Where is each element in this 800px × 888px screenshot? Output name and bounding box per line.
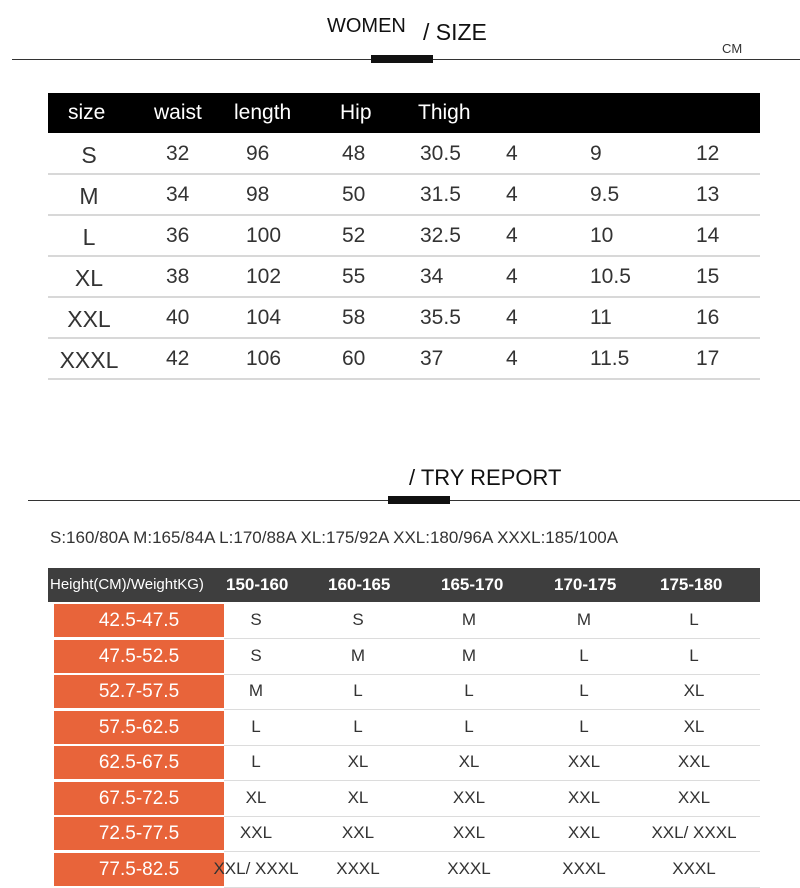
measurement-cell: 52	[342, 224, 366, 247]
measurement-cell: 104	[246, 306, 282, 329]
recommended-size: XL	[683, 681, 705, 700]
recommended-size: XXL	[567, 752, 601, 771]
table-row	[48, 746, 760, 781]
measurement-cell: 11	[590, 306, 612, 329]
header-height-2: 160-165	[328, 575, 391, 594]
measurement-cell: 58	[342, 306, 366, 329]
recommended-size: L	[579, 681, 589, 700]
measurement-cell: 4	[506, 347, 518, 370]
weight-range: 62.5-67.5	[54, 746, 224, 779]
recommended-size: XXXL	[447, 858, 491, 878]
header-size: size	[68, 101, 106, 124]
measurement-cell: 35.5	[420, 306, 461, 329]
measurement-cell: 55	[342, 265, 366, 288]
size-label: M	[79, 183, 99, 209]
measurement-cell: 48	[342, 142, 366, 165]
header-height-4: 170-175	[554, 575, 617, 594]
recommended-size: XL	[683, 716, 705, 736]
size-label: XXL	[67, 306, 111, 332]
size-label: XL	[74, 265, 104, 291]
recommended-size: M	[461, 645, 477, 665]
size-table-header	[48, 93, 760, 133]
recommended-size: XXL	[341, 823, 375, 842]
row-divider	[48, 337, 760, 339]
measurement-cell: 4	[506, 265, 518, 288]
table-row	[48, 853, 760, 888]
measurement-cell: 34	[166, 183, 190, 206]
recommended-size: XXL/ XXXL	[651, 823, 737, 842]
row-divider	[224, 887, 760, 888]
weight-range: 47.5-52.5	[54, 640, 224, 673]
header-waist: waist	[154, 101, 202, 124]
weight-range: 52.7-57.5	[54, 675, 224, 708]
recommended-size: L	[579, 716, 589, 736]
row-divider	[48, 255, 760, 257]
measurement-cell: 50	[342, 183, 366, 206]
size-section-marker	[371, 55, 433, 63]
measurement-cell: 60	[342, 347, 366, 370]
measurement-cell: 12	[696, 142, 720, 165]
table-row	[48, 640, 760, 675]
recommended-size: S	[250, 645, 262, 665]
recommended-size: L	[464, 716, 474, 736]
row-divider	[48, 173, 760, 175]
measurement-cell: 9	[590, 142, 602, 165]
recommended-size: XL	[458, 752, 480, 771]
recommended-size: XL	[245, 787, 267, 807]
recommended-size: S	[250, 610, 262, 629]
recommended-size: L	[689, 645, 699, 665]
size-label: L	[82, 224, 96, 250]
recommended-size: M	[350, 645, 366, 665]
measurement-cell: 34	[420, 265, 444, 288]
recommended-size: M	[576, 610, 592, 629]
measurement-cell: 38	[166, 265, 190, 288]
measurement-cell: 102	[246, 265, 282, 288]
table-row	[48, 177, 760, 218]
recommended-size: L	[353, 681, 363, 700]
header-height-weight: Height(CM)/WeightKG)	[50, 576, 204, 593]
measurement-cell: 30.5	[420, 142, 461, 165]
weight-range: 67.5-72.5	[54, 782, 224, 815]
measurement-cell: 10.5	[590, 265, 631, 288]
recommended-size: XXL	[452, 787, 486, 807]
unit-label: CM	[722, 41, 743, 56]
measurement-cell: 106	[246, 347, 282, 370]
weight-range: 72.5-77.5	[54, 817, 224, 850]
recommended-size: XXXL	[672, 858, 716, 878]
measurement-cell: 4	[506, 224, 518, 247]
try-section-marker	[388, 496, 450, 504]
weight-range: 57.5-62.5	[54, 711, 224, 744]
size-label: S	[81, 142, 97, 168]
row-divider	[48, 296, 760, 298]
measurement-cell: 17	[696, 347, 720, 370]
measurement-cell: 31.5	[420, 183, 461, 206]
try-report-title: / TRY REPORT	[409, 465, 562, 490]
recommended-size: XXL	[452, 823, 486, 842]
recommended-size: XXXL	[336, 858, 380, 878]
recommended-size: XXL	[567, 823, 601, 842]
header-height-5: 175-180	[660, 575, 723, 594]
measurement-cell: 15	[696, 265, 720, 288]
measurement-cell: 4	[506, 306, 518, 329]
measurement-cell: 32	[166, 142, 190, 165]
recommended-size: M	[248, 681, 264, 700]
recommended-size: L	[689, 610, 699, 629]
recommended-size: S	[352, 610, 364, 629]
header-length: length	[234, 101, 292, 124]
measurement-cell: 32.5	[420, 224, 461, 247]
recommended-size: XXL	[677, 787, 711, 807]
recommended-size: L	[464, 681, 474, 700]
measurement-cell: 9.5	[590, 183, 620, 206]
size-title: / SIZE	[423, 19, 487, 45]
measurement-cell: 13	[696, 183, 720, 206]
recommended-size: L	[579, 645, 589, 665]
measurement-cell: 14	[696, 224, 720, 247]
table-row	[48, 604, 760, 639]
table-row	[48, 782, 760, 817]
measurement-cell: 10	[590, 224, 614, 247]
table-row	[48, 341, 760, 382]
recommended-size: XXL	[239, 823, 273, 842]
recommended-size: L	[251, 716, 261, 736]
table-row	[48, 300, 760, 341]
recommended-size: XL	[347, 787, 369, 807]
table-row	[48, 817, 760, 852]
measurement-cell: 36	[166, 224, 190, 247]
table-row	[48, 136, 760, 177]
recommended-size: L	[251, 752, 261, 771]
measurement-cell: 96	[246, 142, 270, 165]
measurement-cell: 37	[420, 347, 444, 370]
header-thigh: Thigh	[418, 101, 471, 124]
weight-range: 42.5-47.5	[54, 604, 224, 637]
measurement-cell: 98	[246, 183, 270, 206]
measurement-cell: 40	[166, 306, 190, 329]
size-label: XXXL	[59, 347, 119, 373]
women-title: WOMEN	[327, 15, 406, 37]
table-row	[48, 675, 760, 710]
recommended-size: XXL	[567, 787, 601, 807]
size-reference: S:160/80A M:165/84A L:170/88A XL:175/92A XXL:180/96A XXXL:185/100A	[50, 528, 619, 547]
measurement-cell: 42	[166, 347, 190, 370]
header-height-3: 165-170	[441, 575, 504, 594]
recommended-size: M	[461, 610, 477, 629]
recommended-size: XXL/ XXXL	[213, 858, 299, 878]
weight-range: 77.5-82.5	[54, 853, 224, 886]
header-height-1: 150-160	[226, 575, 289, 594]
try-table-header	[48, 568, 760, 602]
row-divider	[48, 378, 760, 380]
measurement-cell: 4	[506, 142, 518, 165]
recommended-size: L	[353, 716, 363, 736]
table-row	[48, 259, 760, 300]
header-hip: Hip	[340, 101, 372, 124]
recommended-size: XXXL	[562, 858, 606, 878]
table-row	[48, 218, 760, 259]
table-row	[48, 711, 760, 746]
measurement-cell: 16	[696, 306, 720, 329]
recommended-size: XXL	[677, 752, 711, 771]
row-divider	[48, 214, 760, 216]
measurement-cell: 100	[246, 224, 282, 247]
measurement-cell: 11.5	[590, 347, 630, 370]
recommended-size: XL	[347, 752, 369, 771]
measurement-cell: 4	[506, 183, 518, 206]
